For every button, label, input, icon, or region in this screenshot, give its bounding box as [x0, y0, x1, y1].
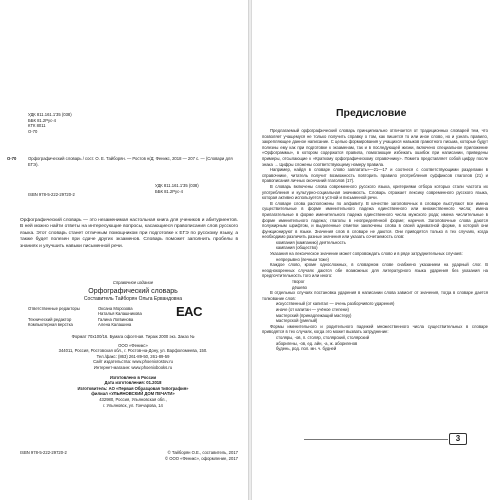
footer-isbn: ISBN 978-5-222-29720-2: [20, 450, 67, 455]
staff-role: Компьютерная верстка: [28, 322, 73, 328]
example-line: иначе (от капитан — учёное степени): [276, 307, 349, 312]
classification-bbk: ББК 81.2Рус-4: [28, 117, 56, 123]
staff-role: Технический редактор: [28, 316, 72, 322]
page-number: 3: [449, 433, 467, 445]
eac-mark-text: EAC: [176, 304, 202, 319]
classification-block: [28, 112, 148, 134]
publisher-name: ООО «Феникс»: [118, 342, 148, 348]
preface-title: Предисловие: [336, 107, 407, 119]
example-line: компания (кампанию) деятельность: [276, 239, 346, 245]
series-label: Справочное издание: [112, 280, 154, 285]
preface-paragraph: В отдельных случаях постановка ударения в написании слова зависит от значения, тогда в словаре дается толкование слов:: [262, 290, 488, 301]
example-line: кампания (общество): [276, 245, 318, 251]
made-in-label: Изготовлено в России: [109, 374, 157, 380]
preface-paragraph: Например, найдя в словаре слово заплатать»—21—17 и соотнеся с соответствующими разделами в справочнике, читатель получит возможность повторить правило употребления суффиксов глаголов (21) и правописания личных окончаний глаголов (17).: [262, 167, 488, 184]
catalog-entry: Орфографический словарь / сост. О. Е. Тайборян. — Ростов н/Д: Феникс, 2018 — 207 с. — (Словари для ЕГЭ).: [28, 156, 233, 167]
copyright-line: © ООО «Феникс», оформление, 2017: [164, 455, 238, 461]
preface-paragraph: В словаре слова расположены по алфавиту. В качестве заголовочных в словаре выступают все имена существительные в форме именительного падежа единственного или множественного числа; имена прилагательные в форме именительного падежа единственного числа мужского рода; имена числительные в форме именительного падежа; глаголы в неопределённой форме; наречия. Заголовочные слова даются полужирным шрифтом, и выделенные отметки заключены слова в своей адекватной форме, в которой они функционируют в языке. Значения слов в словаре не даются. Они приводятся только в тех случаях, когда необходимо различить разные значения или указать сочетаемость слов:: [262, 200, 488, 240]
classification-udk: УДК 811.161.1'35 (038): [28, 112, 72, 117]
imprint-compiler: Составитель Тайборян Ольга Ервандовна: [83, 295, 183, 302]
catalog-entry-mark: О-70: [7, 156, 17, 161]
preface-paragraph: Предлагаемый орфографический словарь принципиально отличается от традиционных словарей тем, что позволяет учащемуся не только получить справку о том, как пишется то или иное слово, но и узнать правило, закрепляющее данное написание. С целью формирования у учащихся навыков грамотного письма, которые будут полезны ему как при подготовке к экзаменам, так и в последующей жизни, включено специальное приложение «Орфограммы», в котором содержатся правила, помогающие избежать ошибок при написании, приведены примеры, отсылающие к «Краткому орфографическому справочнику». Помета представляет собой цифру после знака → Цифры сложены соответствующему номеру правила.: [262, 128, 488, 167]
catalog-isbn: ISBN 978-5-222-29720-2: [28, 192, 75, 197]
staff-name: Наталья Калашникова: [98, 311, 142, 317]
manufacturer: Изготовитель: АО «Первая Образцовая типография»: [77, 385, 189, 391]
manufacturer-address: 432980, Россия, Ульяновская обл.,: [99, 396, 167, 402]
example-line: мастерский (принадлежащий мастеру): [276, 312, 352, 318]
example-line: творог: [292, 279, 305, 285]
catalog-index-udk: УДК 811.161.1'35 (038): [155, 183, 199, 188]
preface-paragraph: Каждое слово, кроме односложных, в словарном слове снабжено указанием на ударный слог. В неоднокоренных случаях даются обе возможных для литературного языка ударения без указания на предпочтительность того или иного:: [262, 262, 488, 279]
manufacture-date: Дата изготовления: 01.2018: [104, 380, 162, 386]
publisher-site: Сайт издательства: www.phoenixrostov.ru: [93, 359, 173, 365]
classification-author-mark: О-70: [28, 128, 38, 134]
catalog-index-bbk: ББК 81.2Рус-4: [155, 188, 183, 194]
example-line: непрерывно (вечным тоже): [276, 256, 329, 262]
staff-name: Алена Калашина: [98, 322, 132, 328]
copyright-line: © Тайборян О.Е., составитель, 2017: [167, 450, 238, 455]
imprint-title: Орфографический словарь: [88, 287, 178, 295]
publisher-address: 344011, Россия, Ростовская обл., г. Ростов-на-Дону, ул. Варфоломеева, 150.: [58, 348, 208, 354]
staff-role: Ответственные редакторы: [28, 305, 80, 311]
format-line: Формат 70х100/16. Бумага офсетная. Тираж 2000 экз. Заказ №: [71, 333, 195, 339]
eac-certification-logo: [176, 304, 202, 320]
annotation: Орфографический словарь — это незаменимая настольная книга для учеников и абитуриентов. В ней можно найти ответы на интересующие вопросы, касающиеся правописания слов русского языка. Этот словарь станет отличным помощником при подготовке к ЕГЭ по русскому языку, а также будет полезен при сдаче других экзаменов. Словарь поможет заполнить пробелы в знаниях и улучшить навыки письменной речи.: [20, 218, 238, 249]
preface-body: [262, 128, 488, 352]
left-page: [0, 0, 248, 500]
preface-paragraph: Указания на лексическое значение может сопровождать слово и в ряде затруднительных случаев:: [270, 251, 463, 257]
staff-name: Оксана Морозова: [98, 305, 133, 311]
preface-paragraph: Формы именительного и родительного падежей множественного числа существительных в словаре приводятся в тех случаях, когда это может вызвать затруднение:: [262, 323, 488, 335]
example-line: искусственный (от капитал — очень разборчивого ударения): [276, 301, 395, 307]
right-page: [252, 0, 500, 500]
manufacturer-branch: филиал «УЛЬЯНОВСКИЙ ДОМ ПЕЧАТИ»: [91, 391, 175, 397]
staff-name: Галина Логвинова: [98, 316, 134, 322]
staff-row: [28, 322, 238, 328]
example-line: аборигены, -ов, ед. айн, -а, ж. аборигенов: [276, 340, 358, 346]
manufacturer-address: г. Ульяновск, ул. Гончарова, 14: [103, 402, 163, 408]
classification-ktk: КТК 8011: [28, 123, 46, 129]
example-line: дёшево: [292, 284, 307, 290]
example-line: будень, род. пол. мн. ч. будней: [276, 346, 337, 352]
catalog-indexes: [155, 183, 240, 194]
preface-paragraph: В словарь включены слова современного русского языка, критериями отбора которых стали частота их употребления и культурно-социальная значимость. Словарь отражает лексику современного русского языка, которая активно используется в устной и письменной речи.: [262, 183, 488, 201]
example-line: столяры, -ов, п. столяр, столярский, столярский: [276, 334, 370, 340]
example-line: мастерской (умелый): [276, 318, 318, 324]
publisher-phone: Тел./факс: (863) 261-89-50, 261-89-59: [96, 353, 170, 359]
publisher-shop: Интернет-магазин: www.phoenixbooks.ru: [93, 364, 173, 370]
imprint-block: [28, 280, 238, 408]
copyright-block: [120, 450, 238, 461]
